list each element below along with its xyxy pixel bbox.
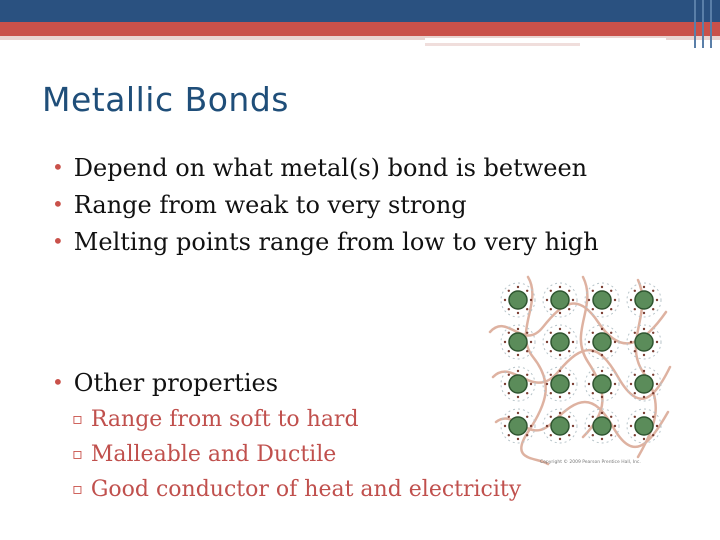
- electron: [508, 308, 510, 310]
- electron: [559, 354, 561, 356]
- electron: [643, 328, 645, 330]
- electron: [530, 341, 532, 343]
- electron: [614, 341, 616, 343]
- metal-lattice-image: [488, 272, 673, 467]
- image-credit: Copyright © 2009 Pearson Prentice Hall, Inc.: [540, 460, 641, 465]
- electron: [643, 396, 645, 398]
- electron: [630, 383, 632, 385]
- electron: [530, 299, 532, 301]
- electron: [601, 396, 603, 398]
- electron: [517, 286, 519, 288]
- electron: [546, 383, 548, 385]
- bullet-item: • Depend on what metal(s) bond is between: [52, 150, 599, 187]
- electron: [614, 299, 616, 301]
- electron: [634, 392, 636, 394]
- electron: [572, 299, 574, 301]
- electron: [592, 416, 594, 418]
- electron: [568, 374, 570, 376]
- electron: [588, 383, 590, 385]
- electron: [630, 425, 632, 427]
- electron: [592, 434, 594, 436]
- electron: [546, 341, 548, 343]
- metal-ion: [551, 291, 569, 309]
- sub-bullet-list: [72, 403, 521, 508]
- electron: [643, 354, 645, 356]
- metal-ion: [509, 333, 527, 351]
- electron: [643, 286, 645, 288]
- electron: [614, 425, 616, 427]
- electron: [610, 434, 612, 436]
- sub-bullet-item: ▫ Good conductor of heat and electricity: [72, 473, 521, 508]
- electron: [656, 425, 658, 427]
- electron: [634, 350, 636, 352]
- electron: [530, 425, 532, 427]
- electron: [643, 370, 645, 372]
- electron: [572, 341, 574, 343]
- electron: [652, 434, 654, 436]
- electron: [656, 341, 658, 343]
- electron: [508, 374, 510, 376]
- electron: [508, 332, 510, 334]
- electron: [550, 332, 552, 334]
- electron: [526, 308, 528, 310]
- electron: [592, 290, 594, 292]
- electron: [634, 374, 636, 376]
- electron: [550, 374, 552, 376]
- electron: [550, 290, 552, 292]
- electron: [610, 332, 612, 334]
- electron: [601, 328, 603, 330]
- electron: [592, 392, 594, 394]
- header-ticks: [690, 0, 720, 48]
- electron: [601, 312, 603, 314]
- electron: [568, 350, 570, 352]
- metal-ion: [635, 291, 653, 309]
- electron: [504, 299, 506, 301]
- electron: [517, 370, 519, 372]
- electron: [652, 308, 654, 310]
- metal-ion: [509, 291, 527, 309]
- electron: [610, 392, 612, 394]
- electron: [517, 354, 519, 356]
- electron: [559, 438, 561, 440]
- electron: [588, 425, 590, 427]
- electron: [652, 416, 654, 418]
- metal-ion: [509, 417, 527, 435]
- slide-title: Metallic Bonds: [42, 80, 289, 119]
- electron: [656, 299, 658, 301]
- electron: [559, 412, 561, 414]
- bullet-item: • Range from weak to very strong: [52, 187, 599, 224]
- electron: [526, 290, 528, 292]
- electron: [568, 290, 570, 292]
- electron: [630, 341, 632, 343]
- metal-ion: [509, 375, 527, 393]
- electron: [601, 438, 603, 440]
- electron: [610, 350, 612, 352]
- metal-ion: [593, 291, 611, 309]
- electron: [614, 383, 616, 385]
- electron: [656, 383, 658, 385]
- electron: [559, 286, 561, 288]
- electron: [526, 350, 528, 352]
- electron: [568, 308, 570, 310]
- electron: [530, 383, 532, 385]
- electron: [634, 434, 636, 436]
- electron: [526, 434, 528, 436]
- electron: [588, 299, 590, 301]
- electron: [572, 383, 574, 385]
- other-bullet-list: [52, 365, 278, 402]
- header-notch: [425, 38, 666, 42]
- metal-ion: [635, 333, 653, 351]
- electron: [559, 328, 561, 330]
- metal-ion: [635, 375, 653, 393]
- electron: [568, 392, 570, 394]
- electron: [568, 434, 570, 436]
- electron: [643, 438, 645, 440]
- electron: [559, 396, 561, 398]
- electron: [508, 350, 510, 352]
- electron: [504, 425, 506, 427]
- electron: [652, 374, 654, 376]
- electron: [508, 434, 510, 436]
- electron: [610, 308, 612, 310]
- header-notch-line: [425, 43, 580, 46]
- electron: [634, 416, 636, 418]
- metal-ion: [551, 333, 569, 351]
- electron: [610, 374, 612, 376]
- sub-bullet-item: ▫ Malleable and Ductile: [72, 438, 521, 473]
- sub-bullet-item: ▫ Range from soft to hard: [72, 403, 521, 438]
- electron: [550, 392, 552, 394]
- electron: [588, 341, 590, 343]
- electron: [517, 312, 519, 314]
- electron: [601, 354, 603, 356]
- electron: [546, 299, 548, 301]
- electron: [546, 425, 548, 427]
- electron: [517, 328, 519, 330]
- bullet-item-other: • Other properties: [52, 365, 278, 402]
- electron: [504, 341, 506, 343]
- electron: [550, 416, 552, 418]
- electron: [559, 370, 561, 372]
- electron: [634, 290, 636, 292]
- metal-ion: [593, 417, 611, 435]
- electron: [517, 412, 519, 414]
- electron: [592, 350, 594, 352]
- electron: [610, 290, 612, 292]
- electron: [517, 396, 519, 398]
- electron: [592, 332, 594, 334]
- electron: [643, 412, 645, 414]
- electron: [601, 412, 603, 414]
- electron: [526, 392, 528, 394]
- electron: [526, 416, 528, 418]
- header-bar: [0, 0, 720, 22]
- bullet-item: • Melting points range from low to very high: [52, 224, 599, 261]
- electron: [601, 370, 603, 372]
- electron: [568, 416, 570, 418]
- electron: [550, 350, 552, 352]
- electron: [634, 332, 636, 334]
- electron: [652, 332, 654, 334]
- electron: [572, 425, 574, 427]
- electron: [634, 308, 636, 310]
- electron: [592, 374, 594, 376]
- main-bullet-list: [52, 150, 599, 261]
- electron: [652, 392, 654, 394]
- electron: [550, 308, 552, 310]
- electron: [610, 416, 612, 418]
- electron: [652, 350, 654, 352]
- electron: [550, 434, 552, 436]
- electron: [652, 290, 654, 292]
- metal-ion: [593, 333, 611, 351]
- electron: [508, 290, 510, 292]
- electron: [508, 416, 510, 418]
- electron: [568, 332, 570, 334]
- header-accent-stripe: [0, 22, 720, 36]
- electron: [517, 438, 519, 440]
- electron: [504, 383, 506, 385]
- metal-ion: [593, 375, 611, 393]
- metal-ion: [551, 375, 569, 393]
- electron: [601, 286, 603, 288]
- electron: [508, 392, 510, 394]
- electron: [630, 299, 632, 301]
- electron: [592, 308, 594, 310]
- metal-ion: [551, 417, 569, 435]
- metal-ion: [635, 417, 653, 435]
- electron: [526, 332, 528, 334]
- electron: [643, 312, 645, 314]
- electron: [526, 374, 528, 376]
- electron: [559, 312, 561, 314]
